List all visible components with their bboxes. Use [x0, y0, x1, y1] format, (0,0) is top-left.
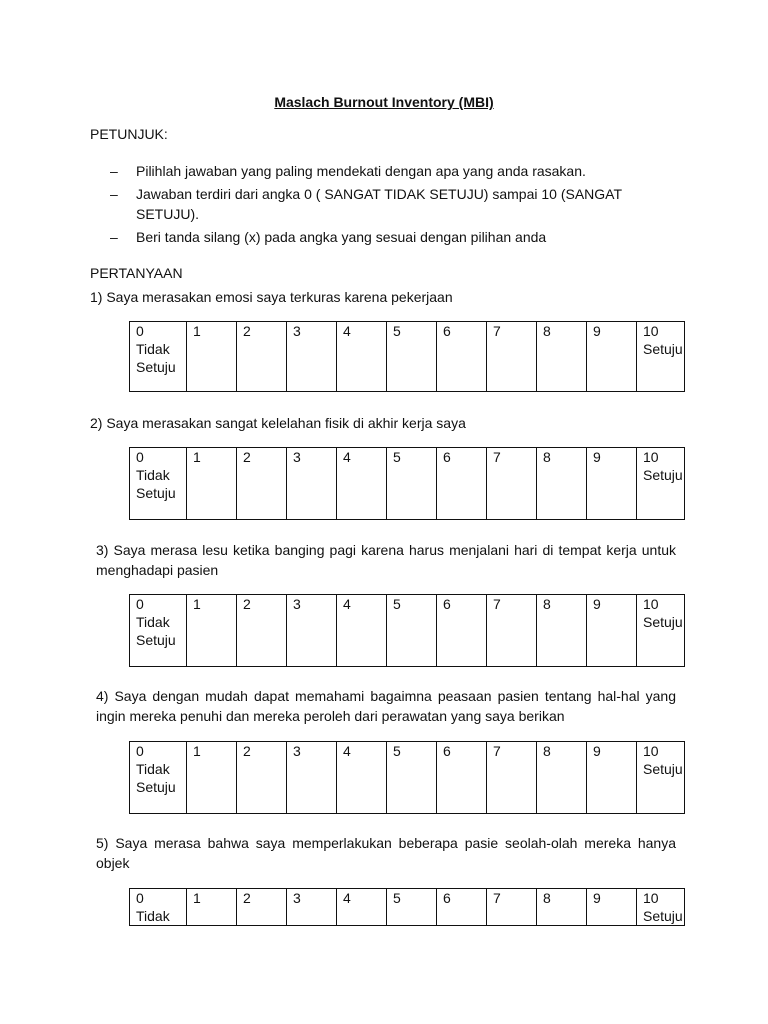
scale-number: 7: [493, 890, 501, 906]
page-title: Maslach Burnout Inventory (MBI): [274, 94, 494, 110]
scale-number: 2: [243, 323, 251, 339]
scale-number: 6: [443, 449, 451, 465]
scale-option-4[interactable]: [337, 595, 387, 667]
scale-number: 10: [643, 743, 659, 759]
scale-option-10[interactable]: [637, 322, 685, 392]
scale-number: 2: [243, 449, 251, 465]
scale-number: 1: [193, 449, 201, 465]
scale-number: 3: [293, 743, 301, 759]
scale-number: 0: [136, 323, 144, 339]
question-1-text: 1) Saya merasakan emosi saya terkuras karena pekerjaan: [90, 289, 453, 305]
scale-number: 10: [643, 890, 659, 906]
scale-option-6[interactable]: [437, 595, 487, 667]
scale-option-9[interactable]: [587, 742, 637, 814]
scale-option-0[interactable]: [130, 889, 187, 926]
scale-number: 2: [243, 890, 251, 906]
scale-number: 8: [543, 596, 551, 612]
scale-option-1[interactable]: [187, 595, 237, 667]
scale-option-8[interactable]: [537, 448, 587, 520]
scale-option-6[interactable]: [437, 742, 487, 814]
scale-high-label: Setuju: [643, 614, 683, 630]
scale-low-label: Setuju: [136, 485, 176, 501]
scale-option-10[interactable]: [637, 448, 685, 520]
scale-number: 7: [493, 449, 501, 465]
scale-option-5[interactable]: [387, 889, 437, 926]
scale-number: 4: [343, 596, 351, 612]
scale-number: 9: [593, 890, 601, 906]
scale-option-4[interactable]: [337, 322, 387, 392]
scale-number: 4: [343, 323, 351, 339]
scale-option-9[interactable]: [587, 322, 637, 392]
scale-option-0[interactable]: [130, 448, 187, 520]
scale-option-10[interactable]: [637, 595, 685, 667]
scale-low-label: Tidak: [136, 614, 170, 630]
scale-number: 5: [393, 743, 401, 759]
scale-high-label: Setuju: [643, 341, 683, 357]
scale-option-8[interactable]: [537, 742, 587, 814]
scale-low-label: Tidak: [136, 761, 170, 777]
scale-number: 8: [543, 890, 551, 906]
scale-option-9[interactable]: [587, 448, 637, 520]
scale-low-label: Setuju: [136, 359, 176, 375]
scale-option-2[interactable]: [237, 595, 287, 667]
question-5-scale: [129, 888, 685, 926]
scale-number: 4: [343, 449, 351, 465]
scale-high-label: Setuju: [643, 467, 683, 483]
scale-option-3[interactable]: [287, 595, 337, 667]
scale-number: 7: [493, 323, 501, 339]
scale-number: 5: [393, 323, 401, 339]
scale-number: 1: [193, 890, 201, 906]
scale-number: 9: [593, 449, 601, 465]
scale-number: 8: [543, 449, 551, 465]
scale-option-0[interactable]: [130, 742, 187, 814]
scale-number: 9: [593, 323, 601, 339]
dash-bullet: –: [110, 186, 118, 202]
scale-option-8[interactable]: [537, 595, 587, 667]
scale-option-6[interactable]: [437, 322, 487, 392]
instruction-text: Beri tanda silang (x) pada angka yang sesuai dengan pilihan anda: [136, 229, 547, 245]
scale-number: 6: [443, 323, 451, 339]
scale-number: 2: [243, 596, 251, 612]
scale-option-0[interactable]: [130, 595, 187, 667]
scale-option-3[interactable]: [287, 889, 337, 926]
scale-number: 1: [193, 743, 201, 759]
scale-number: 3: [293, 323, 301, 339]
scale-number: 3: [293, 890, 301, 906]
scale-number: 3: [293, 596, 301, 612]
scale-option-7[interactable]: [487, 322, 537, 392]
scale-number: 0: [136, 890, 144, 906]
scale-option-5[interactable]: [387, 448, 437, 520]
scale-high-label: Setuju: [643, 761, 683, 777]
scale-option-3[interactable]: [287, 742, 337, 814]
scale-option-5[interactable]: [387, 322, 437, 392]
scale-option-6[interactable]: [437, 448, 487, 520]
scale-number: 1: [193, 596, 201, 612]
scale-low-label: Tidak: [136, 908, 170, 924]
question-5-text: 5) Saya merasa bahwa saya memperlakukan beberapa pasie seolah-olah mereka hanya objek: [96, 835, 676, 871]
scale-number: 6: [443, 890, 451, 906]
scale-low-label: Tidak: [136, 341, 170, 357]
scale-number: 5: [393, 596, 401, 612]
scale-option-9[interactable]: [587, 595, 637, 667]
question-3-scale: [129, 594, 685, 667]
scale-option-7[interactable]: [487, 595, 537, 667]
dash-bullet: –: [110, 163, 118, 179]
scale-option-9[interactable]: [587, 889, 637, 926]
scale-number: 5: [393, 449, 401, 465]
question-4-text: 4) Saya dengan mudah dapat memahami bagaimna peasaan pasien tentang hal-hal yang ingin mereka penuhi dan mereka peroleh dari perawatan yang saya berikan: [96, 688, 676, 724]
question-4-scale: [129, 741, 685, 814]
scale-number: 2: [243, 743, 251, 759]
scale-number: 9: [593, 596, 601, 612]
scale-low-label: Setuju: [136, 632, 176, 648]
scale-option-7[interactable]: [487, 889, 537, 926]
scale-number: 4: [343, 890, 351, 906]
scale-option-6[interactable]: [437, 889, 487, 926]
question-1-scale: [129, 321, 685, 392]
scale-option-10[interactable]: [637, 889, 685, 926]
scale-number: 10: [643, 323, 659, 339]
instructions-heading: PETUNJUK:: [90, 126, 168, 142]
scale-number: 8: [543, 743, 551, 759]
scale-option-7[interactable]: [487, 448, 537, 520]
scale-option-0[interactable]: [130, 322, 187, 392]
scale-option-2[interactable]: [237, 448, 287, 520]
instruction-text: Pilihlah jawaban yang paling mendekati dengan apa yang anda rasakan.: [136, 163, 586, 179]
scale-low-label: Tidak: [136, 467, 170, 483]
scale-number: 0: [136, 596, 144, 612]
scale-option-4[interactable]: [337, 742, 387, 814]
scale-option-1[interactable]: [187, 448, 237, 520]
scale-number: 6: [443, 743, 451, 759]
scale-option-1[interactable]: [187, 889, 237, 926]
scale-option-2[interactable]: [237, 322, 287, 392]
scale-option-3[interactable]: [287, 322, 337, 392]
scale-number: 8: [543, 323, 551, 339]
scale-option-3[interactable]: [287, 448, 337, 520]
instruction-text: Jawaban terdiri dari angka 0 ( SANGAT TIDAK SETUJU) sampai 10 (SANGAT SETUJU).: [136, 186, 622, 222]
scale-option-8[interactable]: [537, 889, 587, 926]
scale-option-5[interactable]: [387, 742, 437, 814]
scale-number: 9: [593, 743, 601, 759]
scale-option-1[interactable]: [187, 742, 237, 814]
scale-option-7[interactable]: [487, 742, 537, 814]
scale-low-label: Setuju: [136, 779, 176, 795]
question-2-text: 2) Saya merasakan sangat kelelahan fisik di akhir kerja saya: [90, 415, 466, 431]
scale-number: 5: [393, 890, 401, 906]
scale-number: 10: [643, 596, 659, 612]
scale-number: 0: [136, 743, 144, 759]
instructions-list: [110, 161, 670, 250]
scale-number: 7: [493, 596, 501, 612]
scale-option-4[interactable]: [337, 448, 387, 520]
scale-number: 1: [193, 323, 201, 339]
scale-option-8[interactable]: [537, 322, 587, 392]
scale-option-5[interactable]: [387, 595, 437, 667]
scale-option-2[interactable]: [237, 889, 287, 926]
scale-number: 4: [343, 743, 351, 759]
scale-number: 0: [136, 449, 144, 465]
scale-option-2[interactable]: [237, 742, 287, 814]
scale-number: 7: [493, 743, 501, 759]
scale-option-1[interactable]: [187, 322, 237, 392]
instruction-item: [110, 161, 670, 181]
scale-number: 3: [293, 449, 301, 465]
question-3-text: 3) Saya merasa lesu ketika banging pagi karena harus menjalani hari di tempat kerja untuk menghadapi pasien: [96, 542, 676, 578]
scale-option-4[interactable]: [337, 889, 387, 926]
instruction-item: [110, 184, 670, 224]
instruction-item: [110, 227, 670, 247]
scale-high-label: Setuju: [643, 908, 683, 924]
dash-bullet: –: [110, 229, 118, 245]
scale-number: 6: [443, 596, 451, 612]
question-2-scale: [129, 447, 685, 520]
scale-option-10[interactable]: [637, 742, 685, 814]
scale-number: 10: [643, 449, 659, 465]
questions-heading: PERTANYAAN: [90, 265, 183, 281]
